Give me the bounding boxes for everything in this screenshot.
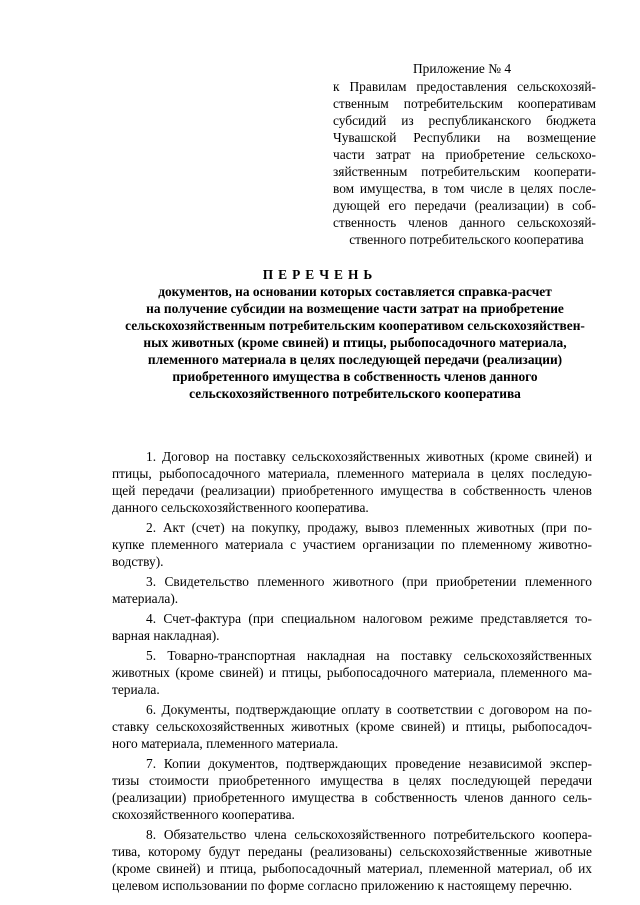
list-item (112, 701, 592, 752)
appendix-line: ственность членов данного сельскохозяй- (333, 215, 596, 230)
subtitle-line: сельскохозяйственного потребительского кооператива (189, 386, 521, 401)
list-item (112, 610, 592, 644)
subtitle-line: документов, на основании которых составляется справка-расчет (158, 284, 552, 299)
document-list (112, 448, 592, 897)
list-item-line: тива, которому будут переданы (реализованы) сельскохозяйственные животные (112, 844, 592, 859)
list-item-line: (реализации) приобретенного имущества в собственность членов данного сель- (112, 790, 592, 805)
list-item-line: 4. Счет-фактура (при специальном налоговом режиме представляется то- (146, 611, 592, 626)
subtitle-line: племенного материала в целях последующей передачи (реализации) (147, 352, 563, 367)
list-item-line: 5. Товарно-транспортная накладная на поставку сельскохозяйственных (146, 648, 592, 663)
appendix-number: Приложение № 4 (413, 61, 512, 76)
list-item-line: 2. Акт (счет) на покупку, продажу, вывоз племенных животных (при по- (146, 520, 592, 535)
appendix-line: дующей его передачи (реализации) в соб- (333, 198, 596, 213)
subtitle-line: сельскохозяйственным потребительским кооперативом сельскохозяйствен- (125, 318, 585, 333)
appendix-line: субсидий из республиканского бюджета (333, 113, 596, 128)
appendix-reference (333, 78, 596, 248)
list-item-line: (кроме свиней) и птица, рыбопосадочный материал, племенной материал, об их (112, 861, 592, 876)
appendix-line: вом имущества, в том числе в целях после- (333, 181, 596, 196)
list-item (112, 519, 592, 570)
appendix-line: ственного потребительского кооператива (349, 232, 584, 247)
list-item (112, 755, 592, 823)
list-item-line: скохозяйственного кооператива. (112, 807, 295, 822)
subtitle-line: приобретенного имущества в собственность членов данного (172, 369, 538, 384)
list-item-line: щей передачи (реализации) приобретенного имущества в собственность членов (112, 483, 592, 498)
list-item (112, 647, 592, 698)
list-item-line: целевом использовании по форме согласно приложению к настоящему перечню. (112, 878, 573, 893)
appendix-line: части затрат на приобретение сельскохо- (333, 147, 596, 162)
list-item-line: данного сельскохозяйственного кооператива. (112, 500, 369, 515)
list-item-line: водству). (112, 554, 164, 569)
list-item-line: материала). (112, 591, 179, 606)
list-item (112, 826, 592, 894)
list-item-line: купке племенного материала с участием организации по племенному животно- (112, 537, 592, 552)
list-item-line: 3. Свидетельство племенного животного (при приобретении племенного (146, 574, 592, 589)
appendix-line: ственным потребительским кооперативам (333, 96, 596, 111)
list-item-line: 8. Обязательство члена сельскохозяйственного потребительского коопера- (146, 827, 592, 842)
document-title: ПЕРЕЧЕНЬ (262, 267, 378, 282)
list-item-line: животных (кроме свиней) и птицы, рыбопосадочного материала, племенного ма- (112, 665, 592, 680)
list-item-line: ного материала, племенного материала. (112, 736, 339, 751)
subtitle-line: ных животных (кроме свиней) и птицы, рыбопосадочного материала, (143, 335, 567, 350)
list-item-line: 1. Договор на поставку сельскохозяйственных животных (кроме свиней) и (146, 449, 592, 464)
list-item (112, 573, 592, 607)
list-item-line: тизы стоимости приобретенного имущества в целях последующей передачи (112, 773, 592, 788)
subtitle-line: на получение субсидии на возмещение части затрат на приобретение (146, 301, 564, 316)
list-item-line: териала. (112, 682, 160, 697)
list-item-line: варная накладная). (112, 628, 220, 643)
appendix-line: зяйственным потребительским кооперати- (333, 164, 596, 179)
document-subtitle (110, 283, 600, 402)
list-item-line: 6. Документы, подтверждающие оплату в соответствии с договором на по- (146, 702, 592, 717)
list-item-line: ставку сельскохозяйственных животных (кроме свиней) и птицы, рыбопосадоч- (112, 719, 592, 734)
appendix-line: к Правилам предоставления сельскохозяй- (333, 79, 596, 94)
list-item (112, 448, 592, 516)
list-item-line: птицы, рыбопосадочного материала, племенного материала в целях последую- (112, 466, 592, 481)
appendix-line: Чувашской Республики на возмещение (333, 130, 596, 145)
list-item-line: 7. Копии документов, подтверждающих проведение независимой экспер- (146, 756, 592, 771)
